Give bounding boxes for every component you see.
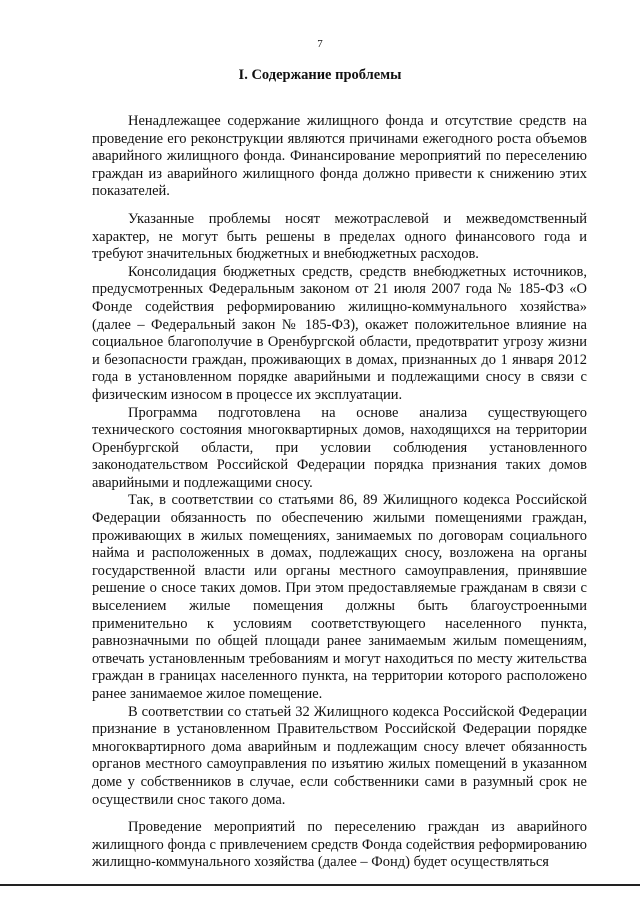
paragraph-4: Программа подготовлена на основе анализа существующего технического состояния многоквартирных домов, находящихся на территории Оренбургской области, при условии соблюдения установленного законодательством Российской Федерации порядка признания таких домов аварийными и подлежащими сносу. [92,404,587,491]
section-heading: I. Содержание проблемы [238,67,402,83]
paragraph-3: Консолидация бюджетных средств, средств внебюджетных источников, предусмотренных Федеральным законом от 21 июля 2007 года № 185-ФЗ «О Фонде содействия реформированию жилищно-коммунального хозяйства» (далее – Федеральный закон № 185-ФЗ), окажет положительное влияние на социальное благополучие в Оренбургской области, предотвратит угрозу жизни и безопасности граждан, проживающих в домах, признанных до 1 января 2012 года в установленном порядке аварийными и подлежащими сносу в связи с физическим износом в процессе их эксплуатации. [92,263,587,403]
body-text [92,113,587,872]
paragraph-1: Ненадлежащее содержание жилищного фонда и отсутствие средств на проведение его реконструкции являются причинами ежегодного роста объемов аварийного жилищного фонда. Финансирование мероприятий по переселению граждан из аварийного жилищного фонда должно привести к снижению этих показателей. [92,113,587,200]
bottom-scan-edge [0,884,640,886]
paragraph-6: В соответствии со статьей 32 Жилищного кодекса Российской Федерации признание в установленном Правительством Российской Федерации порядке многоквартирного дома аварийным и подлежащим сносу влечет обязанность органов местного самоуправления по изъятию жилых помещений в указанном доме у собственников в случае, если собственники сами в разумный срок не осуществили снос такого дома. [92,703,587,808]
paragraph-5: Так, в соответствии со статьями 86, 89 Жилищного кодекса Российской Федерации обязанность по обеспечению жилыми помещениями граждан, проживающих в жилых помещениях, занимаемых по договорам социального найма и расположенных в домах, подлежащих сносу, возложена на органы государственной власти или органы местного самоуправления, принявшие решение о сносе таких домов. При этом предоставляемые гражданам в связи с выселением жилые помещения должны быть благоустроенными применительно к условиям соответствующего населенного пункта, равнозначными по общей площади ранее занимаемым жилым помещениям, отвечать установленным требованиям и могут находиться по месту жительства граждан в границах населенного пункта, на территории которого расположено ранее занимаемое жилое помещение. [92,492,587,702]
page-number: 7 [317,38,323,50]
paragraph-2: Указанные проблемы носят межотраслевой и межведомственный характер, не могут быть решены в пределах одного финансового года и требуют значительных бюджетных и внебюджетных расходов. [92,210,587,263]
paragraph-7: Проведение мероприятий по переселению граждан из аварийного жилищного фонда с привлечением средств Фонда содействия реформированию жилищно-коммунального хозяйства (далее – Фонд) будет осуществляться [92,819,587,871]
